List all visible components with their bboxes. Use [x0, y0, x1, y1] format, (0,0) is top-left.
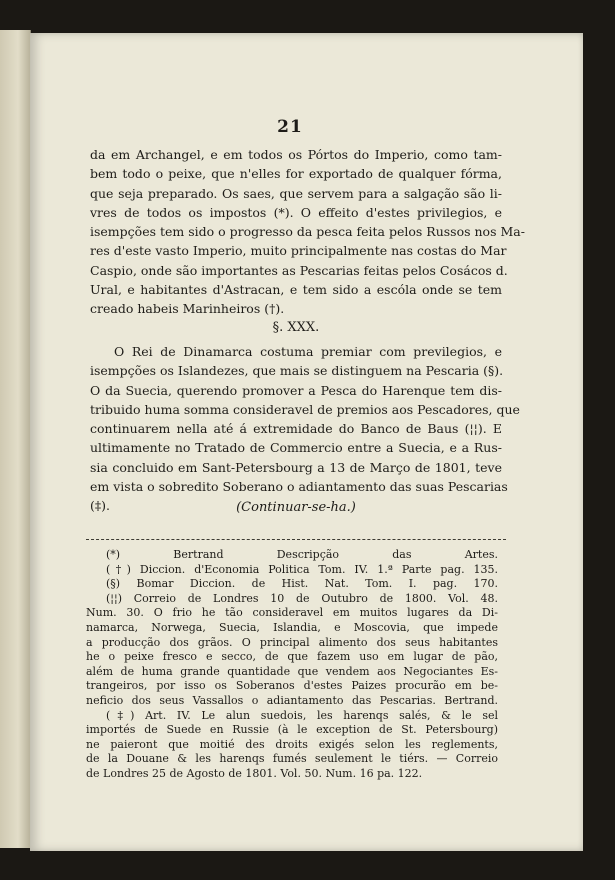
text-line: isempções os Islandezes, que mais se distinguem na Pescaria (§).: [90, 363, 504, 379]
footnote-line: trangeiros, por isso os Soberanos d'estes Paizes procurão em be-: [86, 679, 498, 693]
text-line: da em Archangel, e em todos os Pórtos do Imperio, como tam-: [90, 147, 502, 162]
text-line: res d'este vasto Imperio, muito principalmente nas costas do Mar: [90, 243, 507, 259]
text-line: O da Suecia, querendo promover a Pesca do Harenque tem dis-: [90, 382, 502, 398]
footnote-line: além de huma grande quantidade que vendem aos Negociantes Es-: [86, 664, 498, 678]
text-line: vres de todos os impostos (*). O effeito d'estes privilegios, e: [90, 204, 502, 220]
page: [30, 33, 583, 851]
footnote-line: namarca, Norwega, Suecia, Islandia, e Moscovia, que impede: [86, 620, 498, 634]
continuation-note: (Continuar-se-ha.): [236, 500, 356, 515]
text-line: em vista o sobredito Soberano o adiantamento das suas Pescarias: [90, 479, 508, 495]
text-line: que seja preparado. Os saes, que servem para a salgação são li-: [90, 185, 502, 201]
footnote-line: (§) Bomar Diccion. de Hist. Nat. Tom. I. pag. 170.: [106, 577, 498, 591]
text-line: continuarem nella até á extremidade do Banco de Baus (¦¦). E: [90, 421, 502, 437]
text-line: sia concluido em Sant-Petersbourg a 13 de Março de 1801, teve: [90, 459, 502, 475]
footnote-line: de Londres 25 de Agosto de 1801. Vol. 50. Num. 16 pa. 122.: [86, 766, 423, 780]
footnote-line: (*) Bertrand Descripção das Artes.: [106, 548, 498, 561]
section-heading: §. XXX.: [272, 320, 320, 335]
footnote-line: ne paieront que moitié des droits exigés selon les reglements,: [86, 737, 498, 751]
footnote-line: importés de Suede en Russie (à le exception de St. Petersbourg): [86, 723, 498, 737]
text-line: creado habeis Marinheiros (†).: [90, 301, 285, 317]
page-number: 21: [277, 117, 303, 137]
footnote-line: Num. 30. O frio he tão consideravel em muitos lugares da Di-: [86, 606, 498, 620]
footnotes: [86, 548, 498, 782]
text-line: Ural, e habitantes d'Astracan, e tem sido a escóla onde se tem: [90, 282, 502, 298]
footnote-line: de la Douane & les harenqs fumés seulement le tiérs. — Correio: [86, 752, 498, 766]
footnote-line: a producção dos grãos. O principal alimento dos seus habitantes: [86, 635, 498, 649]
footnote-line: (‡) Art. IV. Le alun suedois, les harenqs salés, & le sel: [106, 708, 498, 722]
text-line: bem todo o peixe, que n'elles for exportado de qualquer fórma,: [90, 166, 502, 182]
footnote-line: neficio dos seus Vassallos o adiantamento das Pescarias. Bertrand.: [86, 693, 498, 707]
footnote-rule: [86, 539, 506, 540]
text-line: ultimamente no Tratado de Commercio entre a Suecia, e a Rus-: [90, 440, 502, 456]
text-line: isempções tem sido o progresso da pesca feita pelos Russos nos Ma-: [90, 224, 525, 240]
text-line: (‡).: [90, 498, 110, 514]
footnote-line: (¦¦) Correio de Londres 10 de Outubro de 1800. Vol. 48.: [106, 591, 498, 605]
paragraph-2: [90, 342, 520, 516]
footnote-line: he o peixe fresco e secco, de que fazem uso em lugar de pão,: [86, 650, 498, 664]
footnote-line: (†) Diccion. d'Economia Politica Tom. IV. 1.ª Parte pag. 135.: [106, 562, 498, 576]
facing-page-edge: [0, 30, 31, 848]
text-line: Caspio, onde são importantes as Pescarias feitas pelos Cosácos d.: [90, 262, 508, 278]
text-line: tribuido huma somma consideravel de premios aos Pescadores, que: [90, 401, 520, 417]
text-line: O Rei de Dinamarca costuma premiar com previlegios, e: [114, 344, 502, 359]
paragraph-1: [90, 145, 525, 319]
